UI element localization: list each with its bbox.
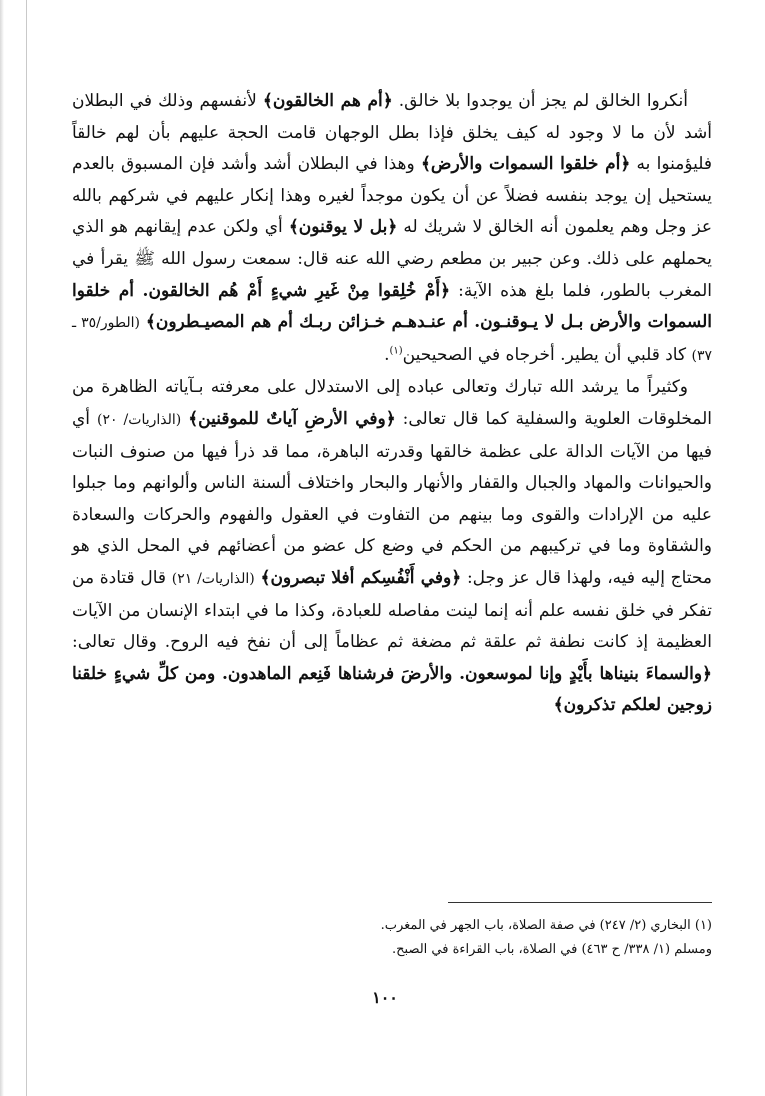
verse-reference: (الطور/٣٥ ـ ٣٧) bbox=[72, 315, 712, 364]
verse-reference: (الذاريات/ ٢١) bbox=[171, 570, 255, 587]
body-text: وكثيراً ما يرشد الله تبارك وتعالى عباده إلى الاستدلال على معرفته بـآياته الظاهرة من المخلوقات العلوية والسفلية كما قال تعالى: bbox=[72, 377, 713, 429]
paragraph-1 bbox=[72, 86, 712, 372]
verse-reference: (الذاريات/ ٢٠) bbox=[97, 411, 182, 428]
body-text: . bbox=[384, 344, 390, 365]
quran-verse: ﴿أَمْ خُلِقوا مِنْ غَيرِ شيءٍ أَمْ هُم الخالقون. أم خلقوا السموات والأرض بـل لا يـوقنـون. أم عنـدهـم خـزائن ربـك أم هم المصيـطرون﴾ bbox=[72, 280, 712, 333]
footnote-1: (١) البخاري (٢/ ٢٤٧) في صفة الصلاة، باب الجهر في المغرب. bbox=[380, 918, 712, 933]
body-text: أي فيها من الآيات الدالة على عظمة خالقها وقدرته الباهرة، مما قد ذرأ فيها من صنوف النبات والحيوانات والمهاد والجبال والقفار والأنهار والبحار واختلاف ألسنة الناس وألوانهم وما جبلوا عليه من الإرادات والقوى وما بينهم من التفاوت في العقول والفهوم والحركات والسعادة والشقاوة وما في تركيبهم من الحكم في وضع كل عضو من أعضائهم في المحل الذي هو محتاج إليه فيه، ولهذا قال عز وجل: bbox=[72, 408, 713, 588]
body-text: قال قتادة من تفكر في خلق نفسه علم أنه إنما لينت مفاصله للعبادة، وكذا ما في ابتداء الإنسان من الآيات العظيمة إذ كانت نطفة ثم علقة ثم مضغة ثم عظاماً إلى أن نفخ فيه الروح. وقال تعالى: bbox=[72, 567, 712, 653]
body-text: كاد قلبي أن يطير. أخرجاه في الصحيحين bbox=[402, 344, 692, 365]
footnotes bbox=[300, 914, 712, 962]
scan-edge bbox=[0, 0, 4, 1096]
quran-verse: ﴿أم خلقوا السموات والأرض﴾ bbox=[420, 154, 631, 175]
body-text: أنكروا الخالق لم يجز أن يوجدوا بلا خالق. bbox=[392, 91, 688, 111]
body-text: لأنفسهم وذلك في البطلان أشد لأن ما لا وجود له كيف يخلق فإذا بطل الوجهان قامت الحجة عليهم بأن لهم خالقاً فليؤمنوا به bbox=[72, 91, 713, 175]
quran-verse: ﴿وفي أَنْفُسِكم أفلا تبصرون﴾ bbox=[260, 567, 462, 588]
quran-verse: ﴿وفي الأرضِ آياتٌ للموقنين﴾ bbox=[188, 408, 396, 429]
paragraph-2 bbox=[72, 372, 712, 722]
footnote-1-continued: ومسلم (١/ ٣٣٨/ ح ٤٦٣) في الصلاة، باب القراءة في الصبح. bbox=[392, 942, 712, 957]
quran-verse: ﴿أم هم الخالقون﴾ bbox=[262, 91, 393, 111]
scan-binding-line bbox=[26, 0, 27, 1096]
quran-verse: ﴿بل لا يوقنون﴾ bbox=[288, 217, 398, 238]
footnote-marker: (١) bbox=[389, 345, 403, 357]
page-body bbox=[72, 86, 712, 722]
quran-verse: ﴿والسماءَ بنيناها بأَيْدٍ وإنا لموسعون. والأرضَ فرشناها فَنِعم الماهدون. ومن كلِّ شيءٍ خلقنا زوجين لعلكم تذكرون﴾ bbox=[72, 663, 712, 716]
footnote-separator bbox=[448, 902, 712, 903]
body-text: أي ولكن عدم إيقانهم هو الذي يحملهم على ذلك. وعن جبير بن مطعم رضي الله عنه قال: سمعت رسول الله ﷺ يقرأ في المغرب بالطور، فلما بلغ هذه الآية: bbox=[72, 217, 713, 301]
page-number: ١٠٠ bbox=[372, 988, 398, 1007]
body-text: وهذا في البطلان أشد وأشد فإن المسبوق بالعدم يستحيل إن يوجد بنفسه فضلاً عن أن يكون موجداً لغيره وهذا إنكار عليهم في شركهم بالله عز وجل وهم يعلمون أنه الخالق لا شريك له bbox=[72, 154, 712, 238]
